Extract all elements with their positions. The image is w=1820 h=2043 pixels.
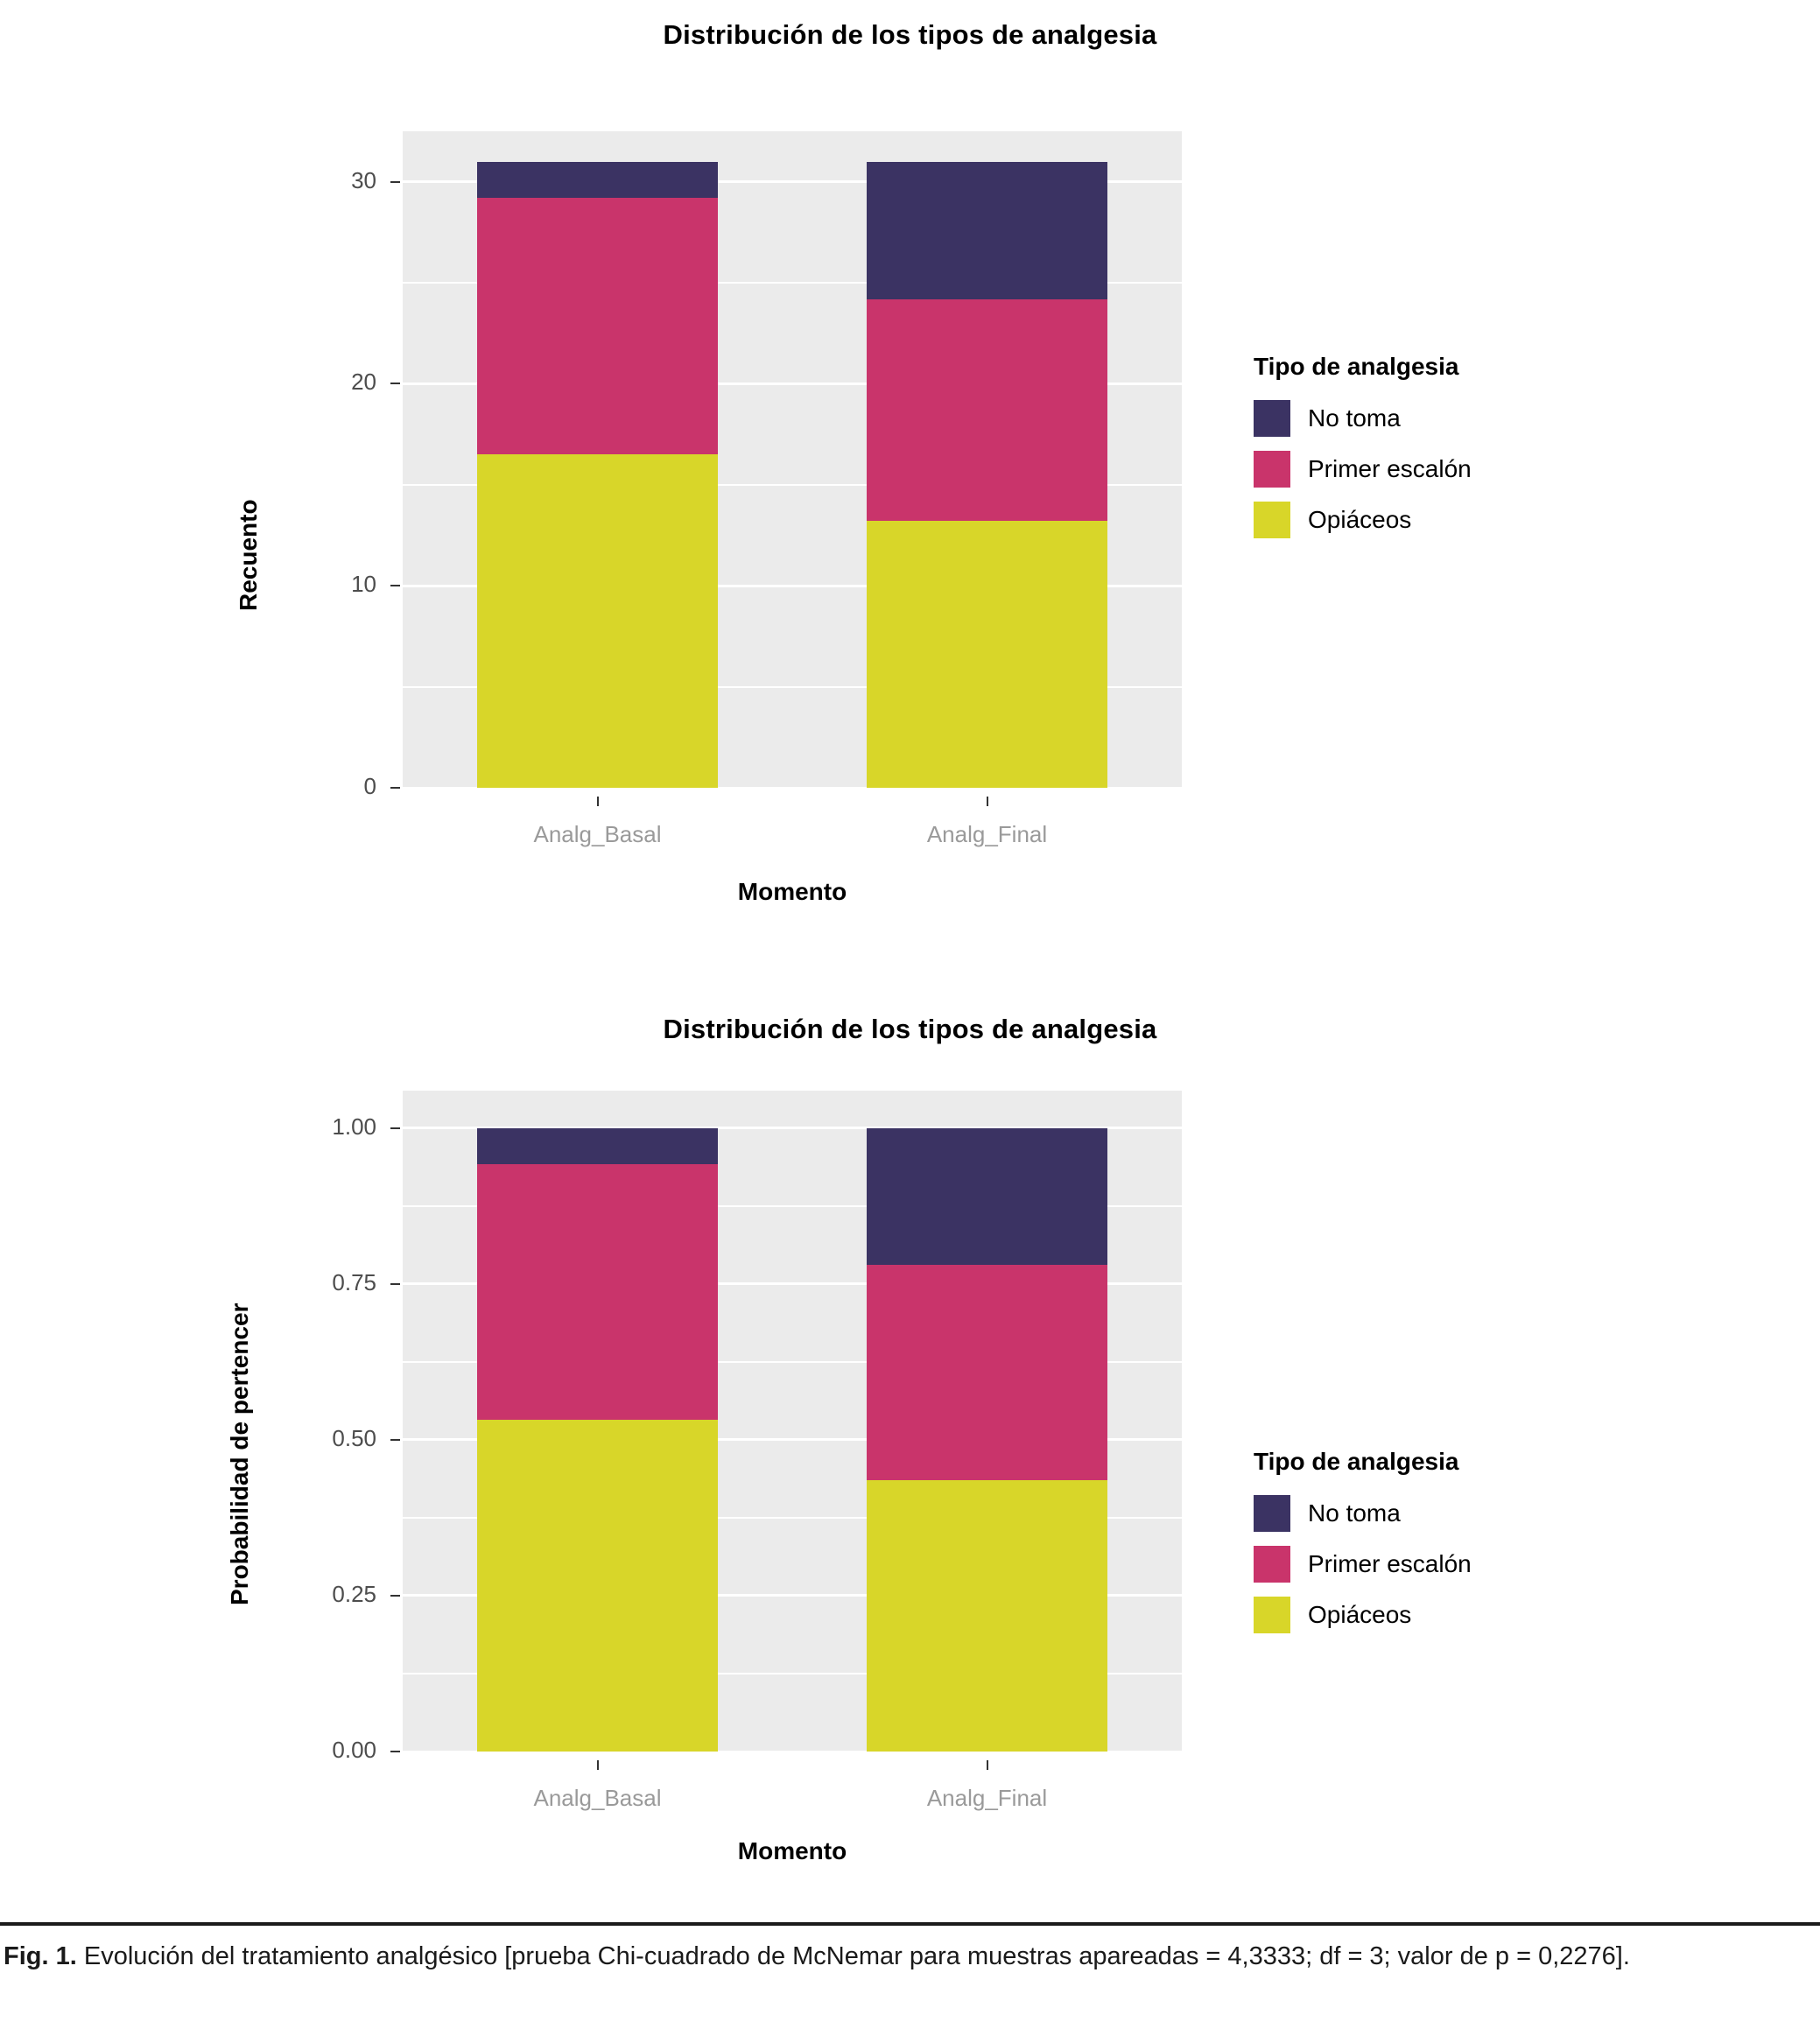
y-tick-label: 0 [363,773,376,799]
legend-title: Tipo de analgesia [1254,353,1459,380]
chart-title: Distribución de los tipos de analgesia [663,19,1157,50]
y-tick-label: 20 [351,369,376,396]
bar-stack [477,131,719,788]
legend-title: Tipo de analgesia [1254,1448,1459,1475]
bar-segment [477,454,719,788]
y-tick-label: 0.50 [332,1424,376,1451]
bar-segment [477,198,719,454]
legend-swatch [1254,502,1290,538]
y-tick-label: 0.25 [332,1580,376,1607]
bar-segment [867,299,1108,522]
legend-label: Primer escalón [1308,455,1472,482]
bar-segment [867,1480,1108,1752]
x-axis-title: Momento [737,878,847,905]
caption-label: Fig. 1. [4,1942,77,1970]
legend-swatch [1254,451,1290,488]
y-tick-label: 1.00 [332,1113,376,1140]
bar-segment [867,162,1108,299]
bar-segment [867,1128,1108,1266]
legend-item [1254,502,1472,538]
chart-plot-area [0,51,1820,905]
y-tick-label: 0.75 [332,1268,376,1295]
legend-swatch [1254,1546,1290,1583]
bar-segment [867,521,1108,788]
y-tick-label: 10 [351,571,376,598]
bar-segment [477,1164,719,1420]
chart-plot-area [0,1045,1820,1864]
bar-stack [867,1091,1108,1752]
y-axis-title: Probabilidad de pertencer [226,1302,253,1605]
caption-divider [0,1922,1820,1926]
y-axis-title: Recuento [235,499,262,611]
legend-item [1254,451,1472,488]
bar-segment [477,1128,719,1164]
y-tick-mark [390,585,400,586]
chart-probabilidad [0,928,1820,1869]
chart-recuento [0,0,1820,928]
y-tick-mark [390,1439,400,1441]
y-tick-mark [390,383,400,384]
bar-stack [867,131,1108,788]
x-tick-label: Analg_Final [926,821,1048,847]
y-tick-mark [390,1283,400,1285]
y-tick-mark [390,787,400,789]
y-tick-label: 0.00 [332,1737,376,1763]
legend-swatch [1254,1597,1290,1633]
bar-stack [477,1091,719,1752]
legend-label: No toma [1308,1499,1401,1527]
legend-label: Opiáceos [1308,506,1412,533]
plot-panel [403,1091,1182,1752]
legend [1254,1448,1472,1647]
y-tick-mark [390,181,400,183]
chart-title: Distribución de los tipos de analgesia [663,1014,1157,1044]
legend-label: Primer escalón [1308,1550,1472,1577]
x-tick-mark [987,797,988,806]
legend-item [1254,400,1472,437]
legend-label: Opiáceos [1308,1601,1412,1628]
bar-segment [477,1420,719,1752]
x-tick-mark [597,797,599,806]
x-tick-mark [597,1760,599,1770]
legend [1254,353,1472,552]
x-tick-mark [987,1760,988,1770]
y-tick-mark [390,1595,400,1597]
y-tick-label: 30 [351,166,376,193]
legend-item [1254,1495,1472,1532]
bar-segment [477,162,719,199]
legend-swatch [1254,400,1290,437]
x-tick-label: Analg_Basal [533,1785,662,1811]
figure-caption [4,1939,1811,1975]
y-tick-mark [390,1127,400,1129]
bar-segment [867,1265,1108,1480]
legend-items [1254,400,1472,538]
legend-item [1254,1597,1472,1633]
x-tick-label: Analg_Basal [533,821,662,847]
y-tick-mark [390,1751,400,1752]
plot-panel [403,131,1182,788]
x-axis-title: Momento [737,1837,847,1864]
caption-text: Evolución del tratamiento analgésico [prueba Chi-cuadrado de McNemar para muestras apareadas = 4,3333; df = 3; valor de p = 0,2276]. [76,1942,1630,1970]
legend-swatch [1254,1495,1290,1532]
x-tick-label: Analg_Final [926,1785,1048,1811]
legend-label: No toma [1308,404,1401,432]
legend-item [1254,1546,1472,1583]
legend-items [1254,1495,1472,1633]
